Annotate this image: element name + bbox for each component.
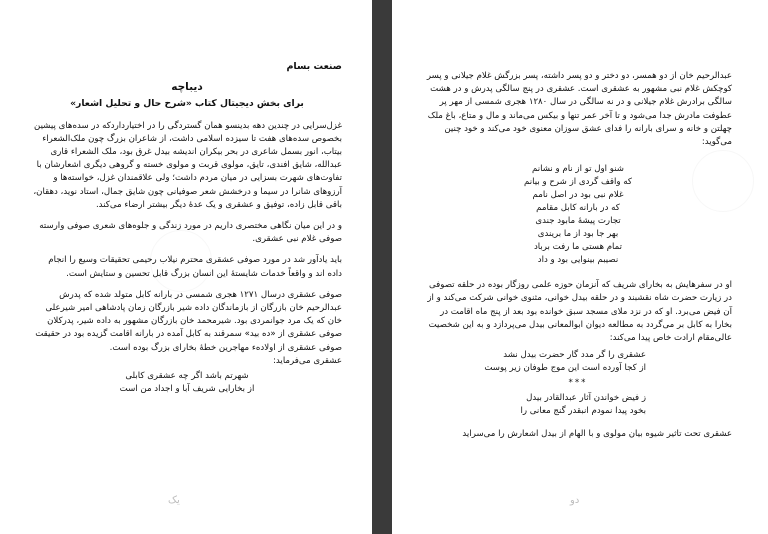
paragraph: و در این میان نگاهی مختصری داریم در مورد زندگی و جلوه‌های شعری صوفی وارسته صوفی غلام نبی عشقری. [39,221,342,245]
page-gutter [372,0,392,534]
paragraph: صوفی عشقری درسال ۱۲۷۱ هجری شمسی در بارانه کابل متولد شده که پدرش عبدالرحیم خان بازرگان از بازماندگان داده شیر بازرگان زمان پادشاهی امیر شیرعلی خان که یک مرد جوانمردی بود. شیرمحمد خان بازرگان مشهور به داده شیر، پدرکلان صوفی عشقری از «ده بید» سمرقند به کابل آمده در بارانه اقامت گزیده بود در حقیقت صوفی عشقری از اولاده‌ء مهاجرین خطهٔ بخارای بزرگ بوده است. [35,289,342,353]
verse-line: تجارت پیشهٔ مابود جندی [535,216,621,227]
page-heading: صنعت بسام [286,61,342,72]
verse-line: نصیبم بینوایی بود و داد [537,255,619,266]
paragraph: عشقری می‌فرماید: [273,355,342,366]
verse-line: تمام هستی ما رفت برباد [533,242,623,253]
paragraph: باید یادآور شد در مورد صوفی عشقری محترم نیلاب رحیمی تحقیقات وسیع را انجام داده اند و واقعاً خدمات شایستهٔ این انسان بزرگ قابل تحسین و ستایش است. [48,255,342,279]
right-page-content [424,70,732,450]
verse-separator: *** [568,378,588,389]
verse-block [424,349,732,375]
page-number: یک [168,495,180,506]
page-subtitle: برای بخش دیجیتال کتاب «شرح حال و تحلیل اشعار» [70,98,304,110]
verse-line: شنو اول تو از نام و نشانم [531,164,625,175]
left-page-content [32,60,342,406]
page-number: دو [570,495,580,506]
verse-line: بخود پیدا نمودم انبقدر گنج معانی را [520,406,646,417]
right-page [392,0,768,534]
verse-block [424,163,732,267]
paragraph: او در سفرهایش به بخارای شریف که آنزمان حوزه علمی روزگار بوده در حلقه تصوفی در زیارت حضرت شاه نقشبند و در حلقه بیدل خوانی، مثنوی خوانی شرکت می‌کند و از آن فیض می‌برد. او که در نزد ملای مسجد سبق خوانده بود بعد از پنج ماه اقامت در بخارا به کابل بر می‌گردد به مطالعه دیوان ابوالمعانی بیدل می‌پردازد و به این شخصیت عالی‌مقام ارادت خاص پیدا می‌کند: [427,280,732,344]
verse-line: از کجا آورده است این موج طوفان زیر پوست [484,363,646,374]
verse-line: غلام نبی بود در اصل نامم [532,190,624,201]
left-page [0,0,372,534]
verse-line: عشقری را گر مدد گار حضرت بیدل نشد [503,350,646,361]
paragraph: عشقری تحت تاثیر شیوه بیان مولوی و با الهام از بیدل اشعارش را می‌سراید [462,429,732,440]
paragraph: غزل‌سرایی در چندین دهه بدینسو همان گستردگی را در اختیارداردکه در سده‌های پیشین بخصوص سده‌های هفت تا سیزده اسلامی داشت، از شاعران بزرگ چون ملک‌الشعراء بیتاب، انور بسمل شاعری در بحر بیکران اندیشه بیدل غرق بود، ملک الشعراء قاری عبدالله، شایق افندی، تایق، مولوی قربت و مولوی خسته و گروهی دیگری اشعارشان با تفاوت‌های شهرت بسزایی در میان مردم داشت؛ ولی علاقمندان غزل، خواسته‌ها و آرزوهای شانرا در سیما و درخشش شعر صوفیانی چون شایق جمال، استاد نوید، دهقان، باقی قابل زاده، توفیق و عشقری و یک عدهٔ دیگر بیشتر ارضاء می‌کند. [33,120,342,210]
verse-line: ز فیض خواندن آثار عبدالقادر بیدل [526,393,646,404]
verse-line: از بخارایی شریف آبا و اجداد من است [119,384,255,395]
verse-line: که واقف گردی از شرح و بیانم [524,177,632,188]
page-title: دیباچه [171,81,203,94]
verse-block [32,370,342,396]
paragraph: عبدالرحیم خان از دو همسر، دو دختر و دو پسر داشته، پسر بزرگش غلام جیلانی و پسر کوچکش غلام نبی مشهور به عشقری است. عشقری در پنج سالگی پدرش و در هشت سالگی برادرش غلام جیلانی و در نه سالگی در سال ۱۲۸۰ هجری شمسی از مهر پر عطوفت مادرش جدا می‌شود و تا آخر عمر تنها و بیکس می‌ماند و مال و متاع، باغ ملک چهلتن و خانه و سرای بارانه را فدای عشق سوزان معنوی خود می‌کند و خود چنین می‌گوید: [426,71,732,148]
verse-line: که در بارانه کابل مقامم [536,203,620,214]
verse-line: بهر جا بود از ما بریندی [537,229,619,240]
verse-line: شهرتم باشد اگر چه عشقری کابلی [125,371,249,382]
verse-block [424,392,732,418]
